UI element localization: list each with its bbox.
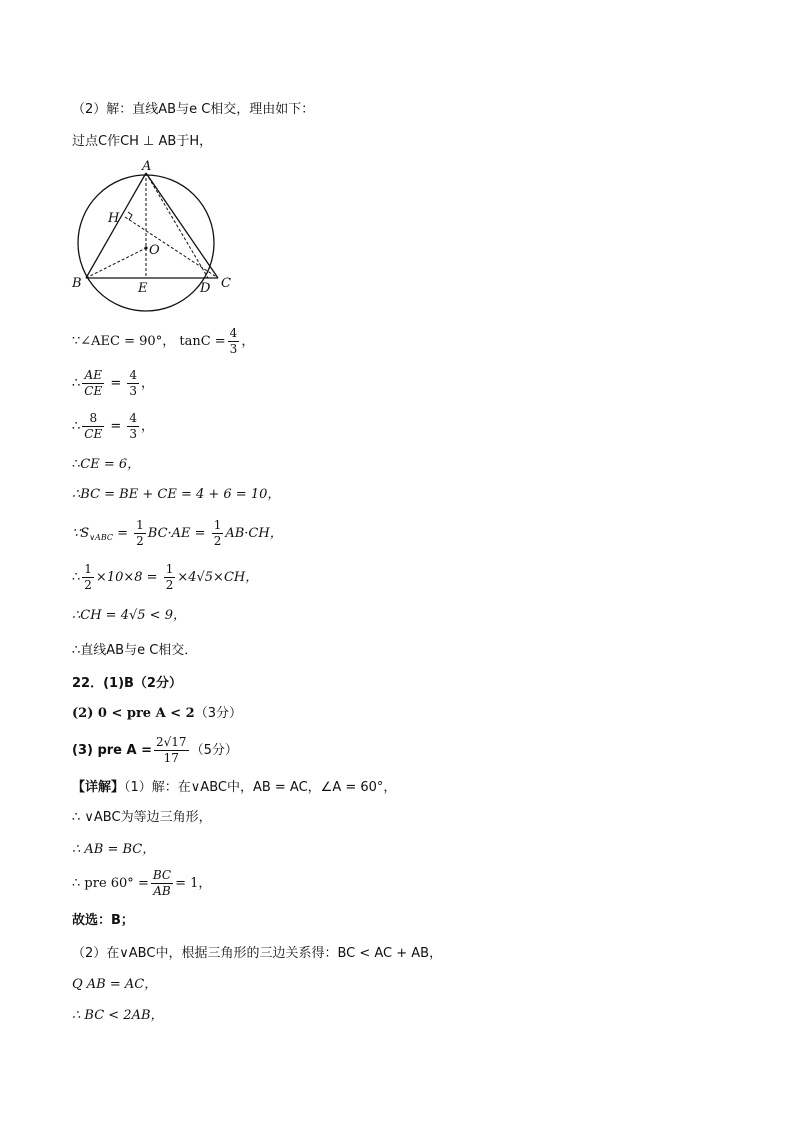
question-22-answer-3: (3) pre A = $\frac{2√17}{17}$ （5分）: [72, 735, 238, 765]
fraction-half-c: $\frac{1}{2}$: [84, 562, 92, 592]
geometry-figure: [68, 160, 238, 320]
detail-line-1: 【详解】（1）解：在∨ABC中，AB = AC，∠A = 60°，: [72, 780, 397, 795]
fraction-bc-ab: $\frac{BC}{AB}$: [152, 868, 172, 898]
segment-ac: [146, 173, 218, 278]
step-area: $\because S_{\vee ABC}$ = $\frac{1}{2}$ BC·AE = $\frac{1}{2}$ AB·CH，: [72, 518, 283, 548]
detail-line-5: 故选：B；: [72, 913, 134, 928]
conclusion-line: ∴直线AB与e C相交．: [72, 643, 198, 658]
label-d: D: [200, 281, 211, 296]
detail-line-4: ∴ pre 60° = $\frac{BC}{AB}$ = 1，: [72, 868, 212, 898]
fraction-4-3-b: $\frac{4}{3}$: [129, 368, 138, 398]
fraction-half-d: $\frac{1}{2}$: [165, 562, 174, 592]
step-bc: ∴BC = BE + CE = 4 + 6 = 10，: [72, 487, 281, 502]
fraction-half-b: $\frac{1}{2}$: [213, 518, 222, 548]
label-o: O: [149, 243, 160, 258]
step-ce: ∴CE = 6，: [72, 457, 141, 472]
detail-line-2: ∴ ∨ABC为等边三角形，: [72, 810, 212, 825]
fraction-8-ce: $\frac{8}{CE}$: [84, 411, 103, 441]
label-h: H: [108, 211, 120, 226]
label-c: C: [221, 276, 231, 291]
label-b: B: [72, 276, 82, 291]
right-angle-mark: [128, 212, 132, 220]
label-a: A: [142, 160, 152, 174]
step-ratio-ae-ce: ∴ $\frac{AE}{CE}$ = $\frac{4}{3}$ ，: [72, 368, 155, 398]
point-o: [144, 246, 147, 249]
fraction-half-a: $\frac{1}{2}$: [136, 518, 144, 548]
solution-line-1: （2）解：直线AB与e C相交，理由如下：: [72, 102, 315, 117]
fraction-4-3-c: $\frac{4}{3}$: [129, 411, 138, 441]
step-angle-tan: ∵∠AEC = 90°， tanC = $\frac{4}{3}$ ，: [72, 326, 255, 356]
segment-hc: [125, 217, 218, 278]
detail-line-8: ∴ BC < 2AB，: [72, 1008, 164, 1023]
question-22-answer-1: 22．(1)B（2分）: [72, 676, 182, 691]
solution-line-2: 过点C作CH ⊥ AB于H，: [72, 134, 213, 149]
step-area-values: ∴ $\frac{1}{2}$ ×10×8 = $\frac{1}{2}$ ×4√5×CH，: [72, 562, 259, 592]
fraction-ae-ce: $\frac{AE}{CE}$: [84, 368, 103, 398]
question-22-answer-2: (2) 0 < pre A < 2（3分）: [72, 706, 242, 721]
detail-line-7: Q AB = AC，: [72, 977, 158, 992]
label-e: E: [138, 281, 148, 296]
step-ratio-8-ce: ∴ $\frac{8}{CE}$ = $\frac{4}{3}$ ，: [72, 411, 155, 441]
fraction-4-3: $\frac{4}{3}$: [229, 326, 238, 356]
detail-line-6: （2）在∨ABC中，根据三角形的三边关系得：BC < AC + AB，: [72, 946, 443, 961]
step-ch: ∴CH = 4√5 < 9，: [72, 608, 186, 623]
segment-ad: [146, 173, 208, 278]
detail-line-3: ∴ AB = BC，: [72, 842, 156, 857]
fraction-2root17-17: $\frac{2√17}{17}$: [156, 735, 187, 765]
